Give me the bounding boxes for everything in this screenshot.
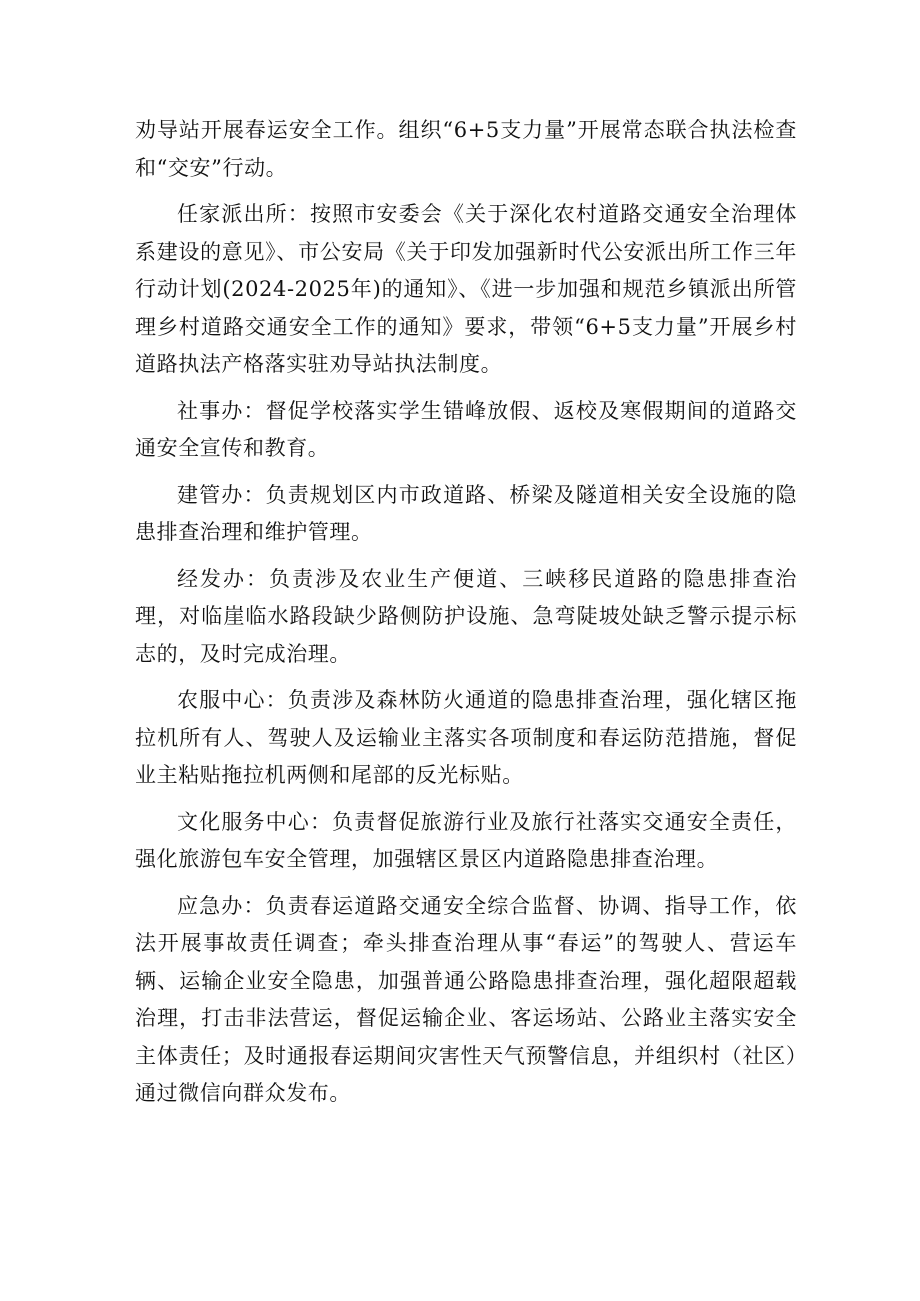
paragraph-renjia-police-station: 任家派出所：按照市安委会《关于深化农村道路交通安全治理体系建设的意见》、市公安局《关于印发加强新时代公安派出所工作三年行动计划(2024-2025年)的通知》、《进一步加强和规范乡镇派出所管理乡村道路交通安全工作的通知》要求，带领“6+5支力量”开展乡村道路执法产格落实驻劝导站执法制度。 [135,202,797,376]
paragraph-emergency-office: 应急办：负责春运道路交通安全综合监督、协调、指导工作，依法开展事故责任调查；牵头排查治理从事“春运”的驾驶人、营运车辆、运输企业安全隐患，加强普通公路隐患排查治理，强化超限超载治理，打击非法营运，督促运输企业、客运场站、公路业主落实安全主体责任；及时通报春运期间灾害性天气预警信息，并组织村（社区）通过微信向群众发布。 [135,893,797,1105]
document-body [135,112,797,1113]
paragraph-continuation: 劝导站开展春运安全工作。组织“6+5支力量”开展常态联合执法检查和“交安”行动。 [135,118,797,180]
paragraph-agri-service-center: 农服中心：负责涉及森林防火通道的隐患排查治理，强化辖区拖拉机所有人、驾驶人及运输业主落实各项制度和春运防范措施，督促业主粘贴拖拉机两侧和尾部的反光标贴。 [135,688,797,787]
paragraph-culture-service-center: 文化服务中心：负责督促旅游行业及旅行社落实交通安全责任，强化旅游包车安全管理，加强辖区景区内道路隐患排查治理。 [135,809,797,871]
paragraph-economic-office: 经发办：负责涉及农业生产便道、三峡移民道路的隐患排查治理，对临崖临水路段缺少路侧防护设施、急弯陡坡处缺乏警示提示标志的，及时完成治理。 [135,566,797,666]
paragraph-social-affairs-office: 社事办：督促学校落实学生错峰放假、返校及寒假期间的道路交通安全宣传和教育。 [135,398,797,460]
paragraph-construction-office: 建管办：负责规划区内市政道路、桥梁及隧道相关安全设施的隐患排查治理和维护管理。 [135,482,797,544]
